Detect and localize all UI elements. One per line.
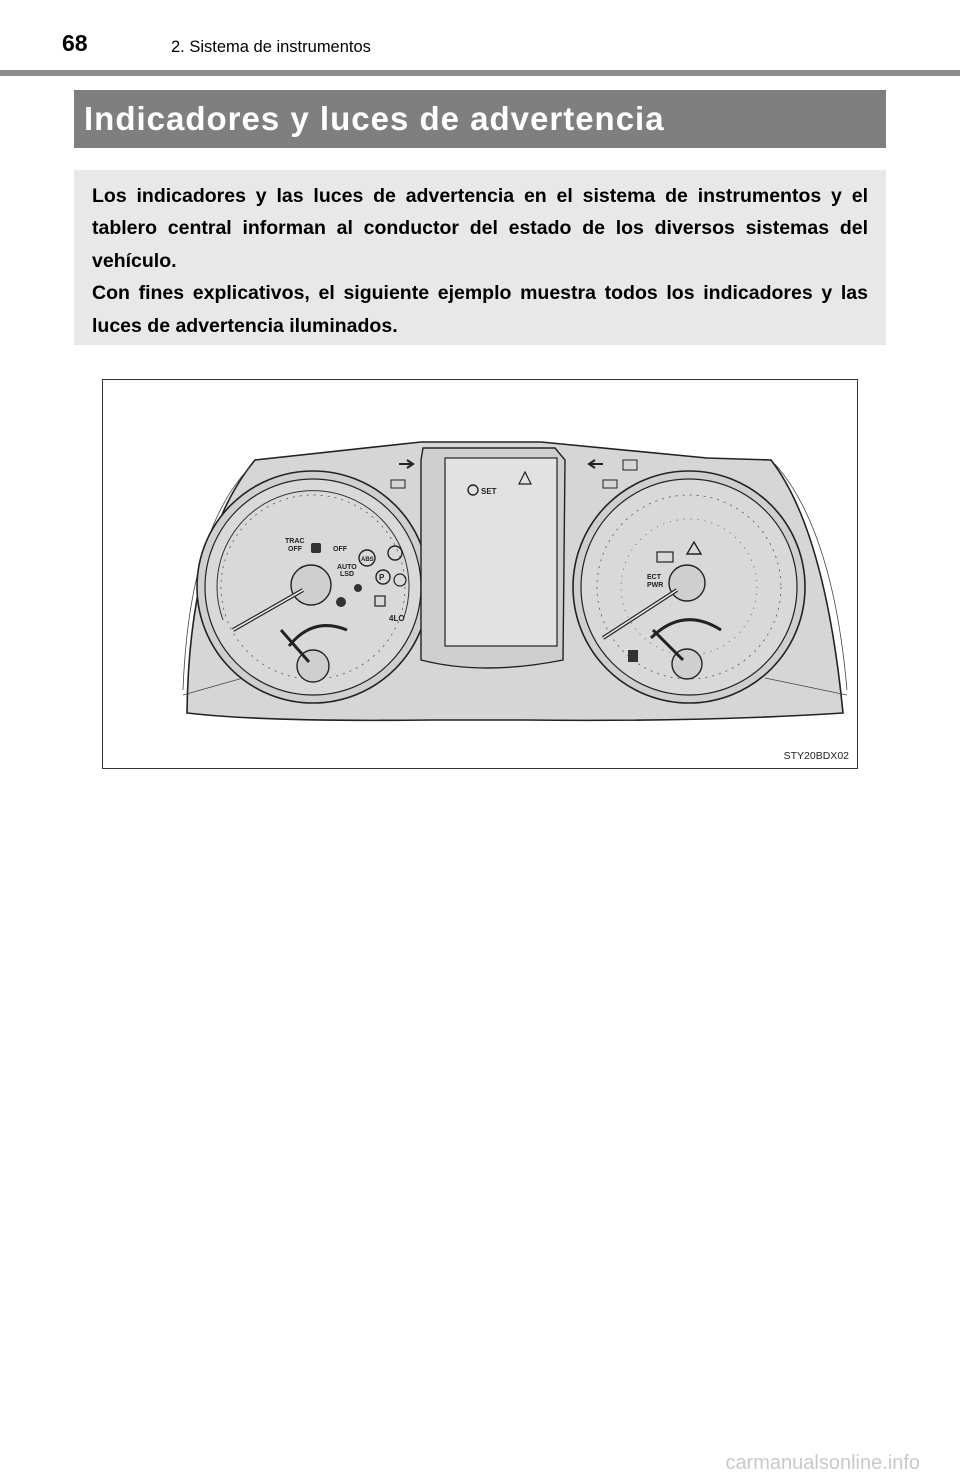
- svg-text:ABS: ABS: [361, 557, 374, 563]
- intro-paragraph-1: Los indicadores y las luces de advertencia en el sistema de instrumentos y el tablero central informan al conductor del estado de los diversos sistemas del vehículo.: [92, 185, 868, 272]
- cruise-set-indicator: SET: [481, 487, 497, 496]
- 4lo-indicator: 4LO: [389, 614, 405, 623]
- svg-text:PWR: PWR: [647, 582, 664, 589]
- section-title: Indicadores y luces de advertencia: [74, 90, 886, 148]
- svg-text:OFF: OFF: [288, 546, 302, 553]
- svg-text:LSD: LSD: [340, 571, 354, 578]
- instrument-cluster-figure: [102, 379, 858, 769]
- speedometer-gauge: [197, 471, 429, 703]
- fuel-icon: [628, 650, 638, 662]
- instrument-cluster-illustration: [103, 380, 859, 770]
- page-number: 68: [62, 30, 88, 56]
- airbag-icon: [336, 597, 346, 607]
- page-header: [0, 0, 960, 76]
- svg-text:P: P: [379, 573, 385, 582]
- figure-code: STY20BDX02: [783, 750, 849, 762]
- trac-off-indicator: TRAC: [285, 538, 305, 545]
- ect-pwr-indicator: ECT: [647, 574, 661, 581]
- intro-box: [74, 170, 886, 345]
- tachometer-gauge: [573, 471, 805, 703]
- auto-lsd-indicator: AUTO: [337, 564, 357, 571]
- vsc-off-indicator: OFF: [333, 546, 347, 553]
- seatbelt-icon: [354, 584, 362, 592]
- vsc-icon: [311, 543, 321, 553]
- intro-paragraph-2: Con fines explicativos, el siguiente ejemplo muestra todos los indicadores y las luces de advertencia iluminados.: [92, 282, 868, 337]
- watermark: carmanualsonline.info: [725, 1452, 920, 1474]
- chapter-title: 2. Sistema de instrumentos: [171, 38, 371, 56]
- header-rule: [0, 70, 960, 76]
